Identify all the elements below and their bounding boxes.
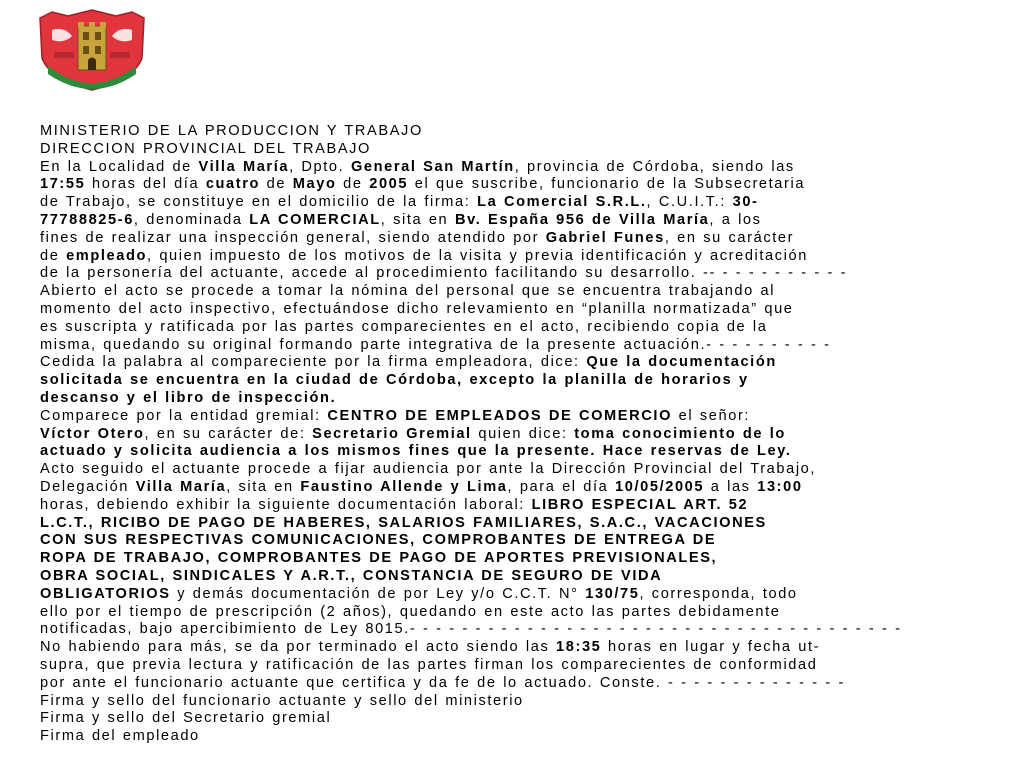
text: Firma y sello del Secretario gremial: [40, 710, 332, 727]
text: ello por el tiempo de prescripción (2 años), quedando en este acto las partes debidamente: [40, 603, 781, 620]
bold-text: 130/75: [585, 585, 640, 602]
document-line: [40, 657, 1020, 675]
bold-text: 18:35: [556, 639, 602, 656]
bold-text: OBRA SOCIAL, SINDICALES Y A.R.T., CONSTANCIA DE SEGURO DE VIDA: [40, 567, 663, 584]
bold-text: General San Martín: [350, 158, 515, 175]
bold-text: cuatro: [205, 176, 261, 193]
bold-text: toma conocimiento de lo: [574, 425, 786, 442]
text: de: [260, 176, 293, 193]
bold-text: Que la documentación: [586, 354, 777, 371]
text: , en su carácter: [664, 229, 795, 246]
directorate-heading: DIRECCION PROVINCIAL DEL TRABAJO: [40, 140, 371, 157]
text: , corresponda, todo: [639, 585, 798, 602]
text: , a los: [709, 211, 762, 228]
text: , en su carácter de:: [144, 425, 313, 442]
document-line: [40, 390, 1020, 408]
text: , sita en: [226, 478, 301, 495]
document-line: [40, 212, 1020, 230]
document-line: [40, 443, 1020, 461]
document-line: [40, 586, 1020, 604]
document-line: [40, 265, 1020, 283]
bold-text: Villa María: [135, 478, 227, 495]
text: el que suscribe, funcionario de la Subsecretaria: [408, 176, 806, 193]
text: , Dpto.: [289, 158, 351, 175]
text: por ante el funcionario actuante que certifica y da fe de lo actuado. Conste. - - - - - - - - - - - - - -: [40, 674, 845, 691]
document-line: [40, 354, 1020, 372]
bold-text: 2005: [369, 176, 409, 193]
document-line: [40, 497, 1020, 515]
document-line: [40, 301, 1020, 319]
text: Comparece por la entidad gremial:: [40, 407, 328, 424]
bold-text: 17:55: [40, 176, 86, 193]
bold-text: Mayo: [292, 176, 337, 193]
document-line: [40, 319, 1020, 337]
text: Delegación: [40, 478, 136, 495]
document-line: [40, 408, 1020, 426]
text: misma, quedando su original formando parte integrativa de la presente actuación.- - - - - - - - - -: [40, 336, 831, 353]
text: es suscripta y ratificada por las partes comparecientes en el acto, recibiendo copia de la: [40, 318, 768, 335]
document-line: [40, 675, 1020, 693]
text: el señor:: [672, 407, 751, 424]
text: notificadas, bajo apercibimiento de Ley 8015.- - - - - - - - - - - - - - - - - - - - - - - - - - - - - - - - - - - - - -: [40, 621, 902, 638]
document-line: [40, 728, 1020, 746]
text: Firma y sello del funcionario actuante y sello del ministerio: [40, 692, 524, 709]
bold-text: Víctor Otero: [40, 425, 145, 442]
bold-text: 13:00: [757, 478, 803, 495]
document-line: [40, 604, 1020, 622]
bold-text: actuado y solicita audiencia a los mismos fines que la presente. Hace reservas de Ley.: [40, 443, 792, 460]
text: y demás documentación de por Ley y/o C.C.T. N°: [170, 585, 586, 602]
bold-text: L.C.T., RICIBO DE PAGO DE HABERES, SALARIOS FAMILIARES, S.A.C., VACACIONES: [40, 514, 767, 531]
text: , C.U.I.T.:: [646, 194, 733, 211]
document-line: [40, 568, 1020, 586]
document-line: [40, 159, 1020, 177]
document-line: [40, 426, 1020, 444]
text: , denominada: [133, 211, 250, 228]
text: momento del acto inspectivo, efectuándose dicho relevamiento en “planilla normatizada” que: [40, 300, 794, 317]
text: En la Localidad de: [40, 158, 199, 175]
document-line: [40, 248, 1020, 266]
bold-text: CON SUS RESPECTIVAS COMUNICACIONES, COMPROBANTES DE ENTREGA DE: [40, 532, 717, 549]
bold-text: Bv. España 956 de Villa María: [454, 211, 710, 228]
bold-text: 77788825-6: [40, 211, 134, 228]
bold-text: Secretario Gremial: [312, 425, 472, 442]
coat-of-arms-logo: [34, 8, 150, 92]
document-line: [40, 621, 1020, 639]
bold-text: OBLIGATORIOS: [40, 585, 171, 602]
bold-text: Gabriel Funes: [545, 229, 665, 246]
text: quien dice:: [471, 425, 575, 442]
document-line: [40, 372, 1020, 390]
document-line: [40, 515, 1020, 533]
text: de: [336, 176, 370, 193]
document-line: [40, 639, 1020, 657]
bold-text: Villa María: [198, 158, 290, 175]
document-line: [40, 479, 1020, 497]
text: horas del día: [85, 176, 206, 193]
bold-text: 30-: [732, 194, 759, 211]
text: de: [40, 247, 67, 264]
bold-text: CENTRO DE EMPLEADOS DE COMERCIO: [327, 407, 673, 424]
text: Firma del empleado: [40, 728, 200, 745]
text: horas en lugar y fecha ut-: [601, 639, 821, 656]
ministry-heading: MINISTERIO DE LA PRODUCCION Y TRABAJO: [40, 123, 423, 139]
document-line: [40, 230, 1020, 248]
document-line: [40, 176, 1020, 194]
text: horas, debiendo exhibir la siguiente documentación laboral:: [40, 496, 532, 513]
text: Abierto el acto se procede a tomar la nómina del personal que se encuentra trabajando al: [40, 283, 776, 300]
document-line: [40, 337, 1020, 355]
bold-text: Faustino Allende y Lima: [300, 478, 508, 495]
text: a las: [704, 478, 758, 495]
document-line: [40, 283, 1020, 301]
text: de la personería del actuante, accede al procedimiento facilitando su desarrollo. -- - - - - - - - - - -: [40, 265, 848, 282]
bold-text: LA COMERCIAL: [249, 211, 381, 228]
text: Cedida la palabra al compareciente por la firma empleadora, dice:: [40, 354, 587, 371]
text: , sita en: [380, 211, 455, 228]
document-line: [40, 693, 1020, 711]
text: Acto seguido el actuante procede a fijar audiencia por ante la Dirección Provincial del Trabajo,: [40, 461, 817, 478]
document-line: [40, 532, 1020, 550]
text: de Trabajo, se constituye en el domicilio de la firma:: [40, 194, 478, 211]
document-line: [40, 461, 1020, 479]
document-line: [40, 194, 1020, 212]
bold-text: ROPA DE TRABAJO, COMPROBANTES DE PAGO DE APORTES PREVISIONALES,: [40, 550, 718, 567]
text: , quien impuesto de los motivos de la visita y previa identificación y acreditación: [147, 247, 808, 264]
bold-text: La Comercial S.R.L.: [477, 194, 647, 211]
document-body: [40, 123, 1020, 746]
text: supra, que previa lectura y ratificación de las partes firman los comparecientes de conformidad: [40, 656, 818, 673]
text: , para el día: [507, 478, 616, 495]
bold-text: empleado: [66, 247, 148, 264]
text: fines de realizar una inspección general, siendo atendido por: [40, 229, 546, 246]
text: No habiendo para más, se da por terminado el acto siendo las: [40, 639, 557, 656]
document-line: [40, 550, 1020, 568]
bold-text: descanso y el libro de inspección.: [40, 389, 337, 406]
text: , provincia de Córdoba, siendo las: [514, 158, 795, 175]
document-line: [40, 710, 1020, 728]
bold-text: 10/05/2005: [615, 478, 705, 495]
bold-text: LIBRO ESPECIAL ART. 52: [531, 496, 749, 513]
bold-text: solicitada se encuentra en la ciudad de Córdoba, excepto la planilla de horarios y: [40, 372, 749, 389]
